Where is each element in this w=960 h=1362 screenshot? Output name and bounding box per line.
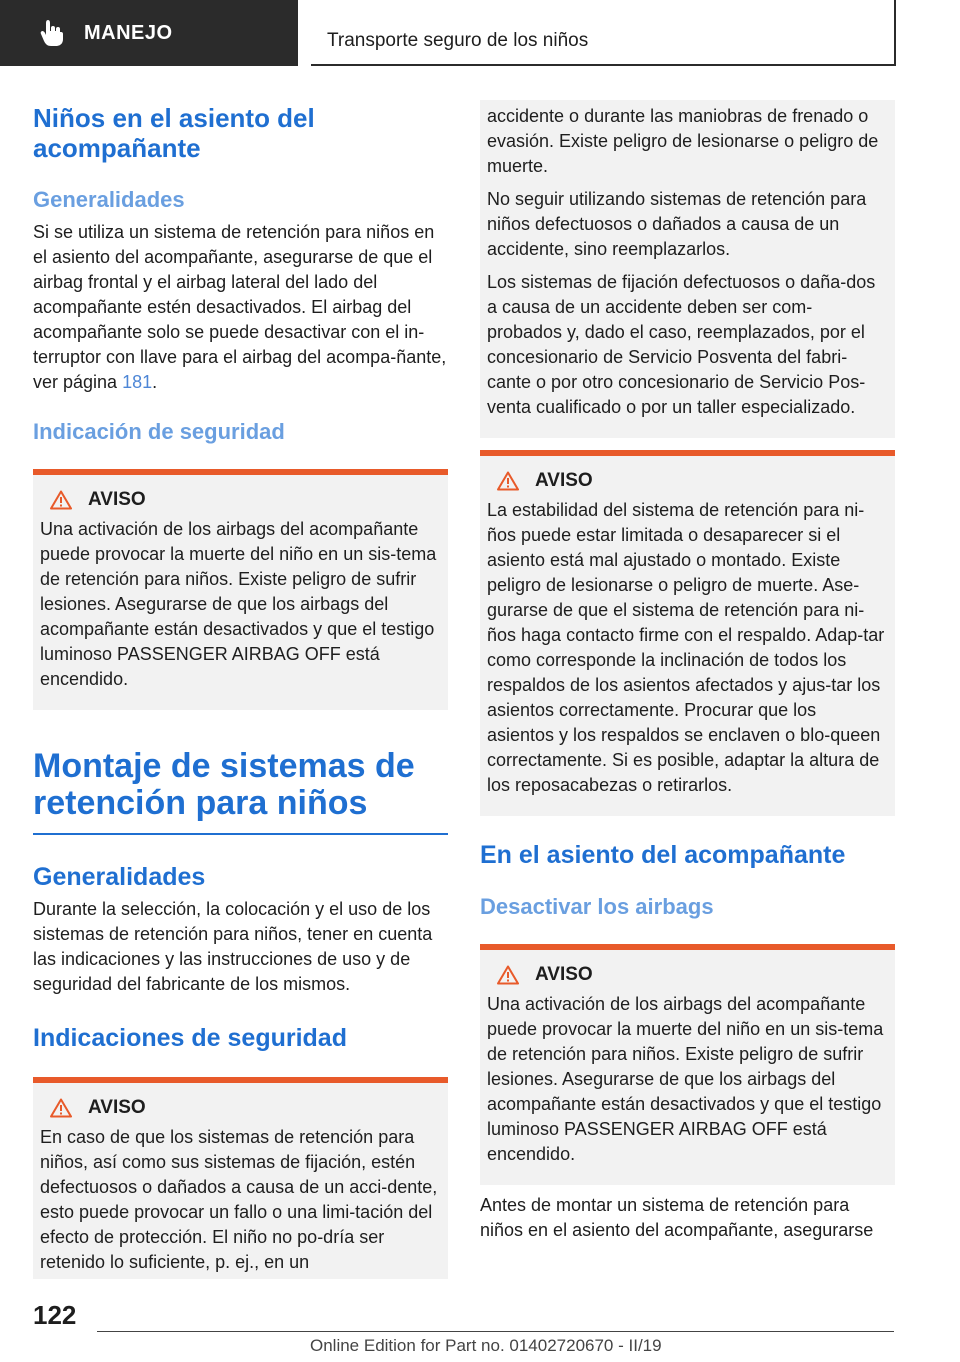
warning-label: AVISO: [535, 470, 593, 491]
continuation-paragraph: Los sistemas de fijación defectuosos o daña-dos a causa de un accidente deben ser com-probados y, dado el caso, reemplazados, por el concesionario de Servicio Posventa del fabri-cante o por otro concesionario de Servicio Pos-venta cualificado o por un taller especializado.: [487, 272, 876, 417]
heading-indicaciones-seguridad: Indicaciones de seguridad: [33, 1024, 347, 1052]
warning-continuation-box: [480, 100, 895, 438]
warning-box: [33, 469, 448, 710]
page-topic-title: Transporte seguro de los niños: [327, 30, 589, 51]
warning-triangle-icon: [497, 471, 519, 491]
page-number: 122: [33, 1300, 77, 1330]
heading-indicacion-seguridad: Indicación de seguridad: [33, 419, 285, 444]
heading-en-asiento-acompanante: En el asiento del acompañante: [480, 841, 846, 869]
warning-text: En caso de que los sistemas de retención para niños, así como sus sistemas de fijación, estén defectuosos o dañados a causa de un acci-dente, esto puede provocar un fallo o una limi-tación del efecto de protección. El niño no po-dría ser retenido lo suficiente, p. ej., en un: [40, 1127, 438, 1272]
warning-text: La estabilidad del sistema de retención para ni-ños puede estar limitada o desaparecer si el asiento está mal ajustado o montado. Existe peligro de lesionarse o peligro de muerte. Ase-gurarse de que el sistema de retención para ni-ños haga contacto firme con el respaldo. Adap-tar como corresponde la inclinación de todos los respaldos de los asientos afectados y ajus-tar los asientos correctamente. Procurar que los asientos y los respaldos se enclaven o blo-queen correctamente. Si es posible, adaptar la altura de los reposacabezas o retirarlos.: [487, 500, 885, 795]
page-link-181[interactable]: 181: [122, 372, 153, 392]
section-label: MANEJO: [84, 21, 173, 44]
continuation-paragraph: No seguir utilizando sistemas de retención para niños defectuosos o dañados a causa de un accidente, sino reemplazarlos.: [487, 189, 867, 259]
heading-generalidades-2: Generalidades: [33, 863, 206, 891]
warning-label: AVISO: [88, 1097, 146, 1118]
section-tab: [0, 0, 298, 66]
paragraph-antes-montar: Antes de montar un sistema de retención para niños en el asiento del acompañante, asegurarse: [480, 1195, 874, 1240]
warning-triangle-icon: [50, 490, 72, 510]
right-column: [480, 100, 895, 1243]
edition-text: Online Edition for Part no. 01402720670 - II/19: [310, 1336, 662, 1355]
warning-box: [480, 944, 895, 1185]
continuation-paragraph: accidente o durante las maniobras de frenado o evasión. Existe peligro de lesionarse o peligro de muerte.: [487, 106, 879, 176]
heading-generalidades: Generalidades: [33, 187, 185, 212]
page-header: [0, 0, 960, 66]
paragraph-generalidades: Si se utiliza un sistema de retención para niños en el asiento del acompañante, asegurarse de que el airbag frontal y el airbag lateral del lado del acompañante estén desactivados. El airbag del acompañante solo se puede desactivar con el in-terruptor con llave para el airbag del acompa-ñante, ver página 181.: [33, 222, 447, 392]
warning-triangle-icon: [50, 1098, 72, 1118]
hand-steering-icon: [40, 19, 64, 47]
warning-triangle-icon: [497, 965, 519, 985]
header-title-box: [311, 0, 896, 66]
left-column: [33, 100, 448, 1279]
section-divider: [33, 833, 448, 835]
footer-rule: [97, 1331, 894, 1332]
warning-label: AVISO: [535, 964, 593, 985]
heading-ninos-asiento: Niños en el asiento del acompañante: [33, 103, 315, 163]
warning-box: [33, 1077, 448, 1279]
paragraph-generalidades-2: Durante la selección, la colocación y el uso de los sistemas de retención para niños, tener en cuenta las indicaciones y las instrucciones de uso y de seguridad del fabricante de los mismos.: [33, 899, 433, 994]
warning-text: Una activación de los airbags del acompañante puede provocar la muerte del niño en un sis-tema de retención para niños. Existe peligro de sufrir lesiones. Asegurarse de que los airbags del acompañante están desactivados y que el testigo luminoso PASSENGER AIRBAG OFF está encendido.: [487, 994, 884, 1164]
warning-box: [480, 450, 895, 816]
warning-text: Una activación de los airbags del acompañante puede provocar la muerte del niño en un sis-tema de retención para niños. Existe peligro de sufrir lesiones. Asegurarse de que los airbags del acompañante están desactivados y que el testigo luminoso PASSENGER AIRBAG OFF está encendido.: [40, 519, 437, 689]
heading-montaje: Montaje de sistemas de retención para niños: [33, 747, 415, 822]
warning-label: AVISO: [88, 489, 146, 510]
heading-desactivar-airbags: Desactivar los airbags: [480, 894, 714, 919]
